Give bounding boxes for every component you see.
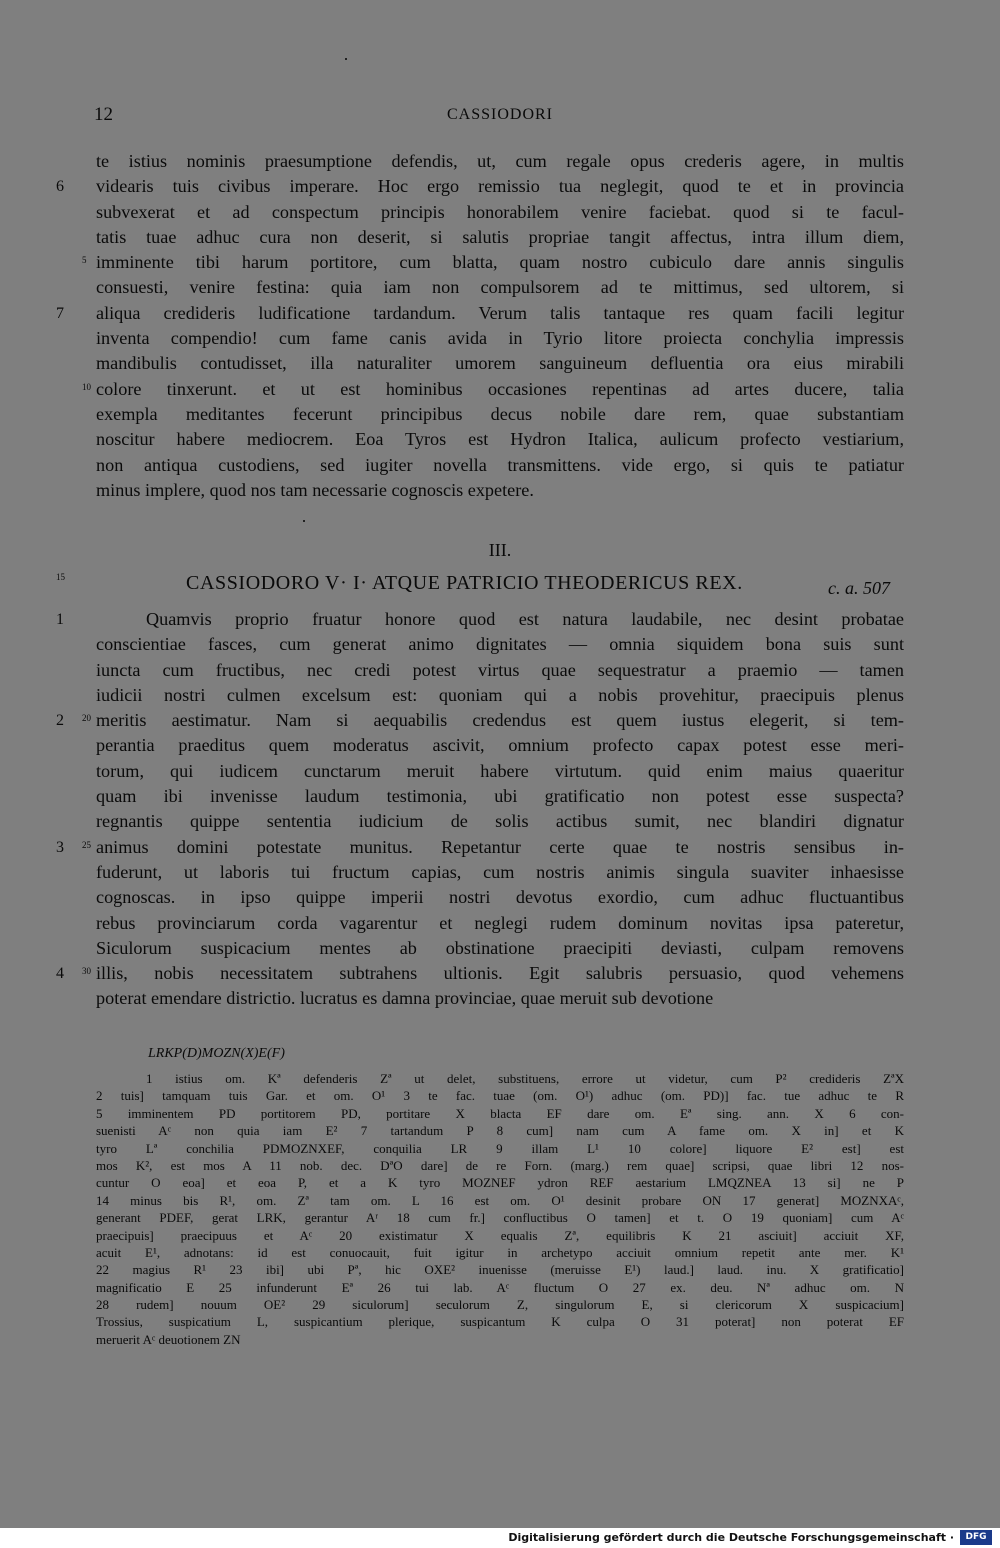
text-line-content: fuderunt, ut laboris tui fructum capias, cum nostris animis singula suaviter inhaesisse [96,861,904,882]
text-line-content: mandibulis contudisset, illa naturaliter umorem sanguineum defluentia ora eius mirabili [96,353,904,374]
text-line [96,759,904,784]
line-number: 20 [82,713,91,724]
line-number: 10 [82,381,91,392]
line-number: 25 [82,839,91,850]
text-line [96,351,904,376]
paragraph-number: 7 [56,304,64,322]
text-line [56,835,904,860]
apparatus-line: 22 magius R¹ 23 ibi] ubi Pª, hic OXE² inuenisse (meruisse E¹) laud.] laud. inu. X gratificatio] [96,1262,904,1278]
apparatus-line: tyro Lª conchilia PDMOZNXEF, conquilia LR 9 illam L¹ 10 colore] liquore E² est] est [96,1140,904,1156]
dfg-logo: DFG [960,1530,992,1545]
text-line [96,809,904,834]
text-line [96,402,904,427]
text-line [82,250,904,275]
paragraph-number: 2 [56,712,64,730]
body-text-letter-iii [56,607,904,1012]
apparatus-line: 28 rudem] nouum OE² 29 siculorum] seculorum Z, singulorum E, si clericorum X suspicacium] [96,1297,904,1313]
text-line-content: rebus provinciarum corda vagarentur et neglegi rudem dominum novitas ipsa pateretur, [96,912,904,933]
text-line [96,860,904,885]
text-line [96,911,904,936]
text-line-content: tatis tuae adhuc cura non deserit, si salutis propriae tangit affectus, intra illum diem, [96,226,904,247]
text-line [96,149,904,174]
digitization-credit: Digitalisierung gefördert durch die Deutsche Forschungsgemeinschaft · [508,1531,954,1544]
text-line-content: te istius nominis praesumptione defendis, ut, cum regale opus crederis agere, in multis [96,151,904,171]
text-line-content: subvexerat et ad conspectum principis honorabilem venire faciebat. quod si te facul- [96,201,904,222]
text-line-content: iudicii nostri culmen excelsum est: quoniam qui a nobis provehitur, praecipuis plenus [96,684,904,705]
text-line-content: inventa compendio! cum fame canis avida in Tyrio litore proiecta conchylia impressis [96,328,904,349]
text-line-content: iuncta cum fructibus, nec credi potest virtus quae sequestratur a praemio — tamen [96,659,904,680]
page-number: 12 [94,104,113,125]
text-line-content: Quamvis proprio fruatur honore quod est natura laudabile, nec desint probatae [146,609,904,629]
text-line [96,733,904,758]
apparatus-line: 5 imminentem PD portitorem PD, portitare X blacta EF dare om. Eª sing. ann. X 6 con- [96,1105,904,1121]
apparatus-line: cuntur O eoa] et eoa P, et a K tyro MOZNEF ydron REF aestarium LMQZNEA 13 si] ne P [96,1175,904,1191]
apparatus-line: 14 minus bis R¹, om. Zª tam om. L 16 est om. O¹ desinit probare ON 17 generat] MOZNXAᶜ, [96,1192,904,1208]
line-number: 15 [56,572,65,582]
text-line-content: noscitur habere mediocrem. Eoa Tyros est Hydron Italica, aulicum profecto vestiarium, [96,429,904,450]
text-line-content: minus implere, quod nos tam necessarie cognoscis expetere. [96,479,534,500]
text-line [96,986,904,1011]
running-title: CASSIODORI [446,106,553,123]
text-line-content: colore tinxerunt. et ut est hominibus occasiones repentinas ad artes ducere, talia [96,378,904,399]
text-line [56,961,904,986]
text-line [96,326,904,351]
section-number: III. [488,540,512,560]
text-line-content: aliqua credideris ludificatione tardandum. Verum talis tantaque res quam facili legitur [96,302,904,323]
apparatus-line: 1 istius om. Kª defenderis Zª ut delet, substituens, errore ut videtur, cum P² credideris ZªX [146,1071,904,1086]
text-line-content: regnantis quippe sententia iudicium de solis actibus sumit, nec blandiri dignatur [96,811,904,832]
text-line-content: perantia praeditus quem moderatus ascivit, omnium profecto capax potest esse meri- [96,735,904,756]
footer-bar [0,1528,1000,1548]
chapter-date: c. a. 507 [828,578,890,598]
paragraph-number: 6 [56,178,64,196]
apparatus-line: suenisti Aᶜ non quia iam E² 7 tartandum P 8 cum] nam cum A fame om. X in] et K [96,1123,904,1139]
text-line [96,683,904,708]
text-line-content: conscientiae fasces, cum generat animo dignitates — omnia siquidem bona suis sunt [96,634,904,655]
paragraph-number: 1 [56,611,64,628]
text-line [96,632,904,657]
text-line [56,708,904,733]
text-line [56,301,904,326]
text-line [96,936,904,961]
running-header [0,104,1000,130]
text-line [96,784,904,809]
apparatus-line: meruerit Aᶜ deuotionem ZN [96,1331,241,1347]
text-line [82,377,904,402]
chapter-title: CASSIODORO V· I· ATQUE PATRICIO THEODERICUS REX. [186,572,743,594]
speck [345,58,347,60]
text-line [96,200,904,225]
text-line [96,225,904,250]
chapter-heading [56,570,904,600]
line-number: 30 [82,966,91,977]
apparatus-line: magnificatio E 25 infunderunt Eª 26 tui lab. Aᶜ fluctum O 27 ex. deu. Nª adhuc om. N [96,1279,904,1295]
text-line [56,607,904,632]
text-line-content: videaris tuis civibus imperare. Hoc ergo remissio tua neglegit, quod te et in provincia [96,176,904,197]
text-line-content: exempla meditantes fecerunt principibus decus nobile dare rem, quae substantiam [96,403,904,424]
text-line-content: illis, nobis necessitatem subtrahens ultionis. Egit salubris persuasio, quod vehemens [96,963,904,984]
apparatus-line: 2 tuis] tamquam tuis Gar. et om. O¹ 3 te fac. tuae (om. O¹) adhuc (om. PD)] fac. tue adhuc te R [96,1088,904,1104]
apparatus-line: generant PDEF, gerat LRK, gerantur Aʳ 18 cum fr.] confluctibus O tamen] et t. O 19 quoniam] cum Aᶜ [96,1210,904,1226]
text-line [56,174,904,199]
speck [303,520,305,522]
critical-apparatus [96,1070,904,1348]
text-line-content: meritis aestimatur. Nam si aequabilis credendus est quem iustus elegerit, si tem- [96,710,904,731]
manuscript-sigla: LRKP(D)MOZN(X)E(F) [148,1046,285,1061]
text-line-content: imminente tibi harum portitore, cum blatta, quam nostro cubiculo dare annis singulis [96,252,904,273]
paragraph-number: 3 [56,838,64,856]
apparatus-line: mos K², est mos A 11 nob. dec. DªO dare] de re Forn. (marg.) rem quae] scripsi, quae libri 12 nos- [96,1157,904,1173]
text-line-content: torum, qui iudicem cunctarum meruit habere virtutum. quid enim maius quaeritur [96,760,904,781]
apparatus-line: Trossius, suspicatium L, suspicantium plerique, suspicantum K culpa O 31 poterat] non poterat EF [96,1314,904,1330]
apparatus-line: acuit E¹, adnotans: id est conuocauit, fuit igitur in archetypo acciuit omnium repetit ante mer. K¹ [96,1244,904,1260]
text-line [96,478,904,503]
text-line-content: animus domini potestate munitus. Repetantur certe quae te nostris sensibus in- [96,836,904,857]
text-line [96,453,904,478]
paragraph-number: 4 [56,965,64,983]
text-line-content: cognoscas. in ipso quippe imperii nostri devotus exordio, cum adhuc fluctuantibus [96,887,904,908]
apparatus-line: praecipuis] praecipuus et Aᶜ 20 existimatur X equalis Zª, equilibris K 21 asciuit] acciuit XF, [96,1227,904,1243]
text-line-content: consuesti, venire festina: quia iam non compulsorem ad te mittimus, sed ultorem, si [96,277,904,298]
text-line [96,885,904,910]
text-line-content: quam ibi invenisse laudum testimonia, ubi gratificatio non potest esse suspecta? [96,786,904,807]
text-line [96,658,904,683]
text-line [96,275,904,300]
text-line-content: non antiqua custodiens, sed iugiter novella transmittens. vide ergo, si quis te patiatur [96,454,904,475]
line-number: 5 [82,255,87,266]
text-line-content: Siculorum suspicacium mentes ab obstinatione praecipiti deviasti, culpam removens [96,937,904,958]
text-line-content: poterat emendare districtio. lucratus es damna provinciae, quae meruit sub devotione [96,988,714,1009]
body-text-letter-continued [56,149,904,503]
text-line [96,427,904,452]
